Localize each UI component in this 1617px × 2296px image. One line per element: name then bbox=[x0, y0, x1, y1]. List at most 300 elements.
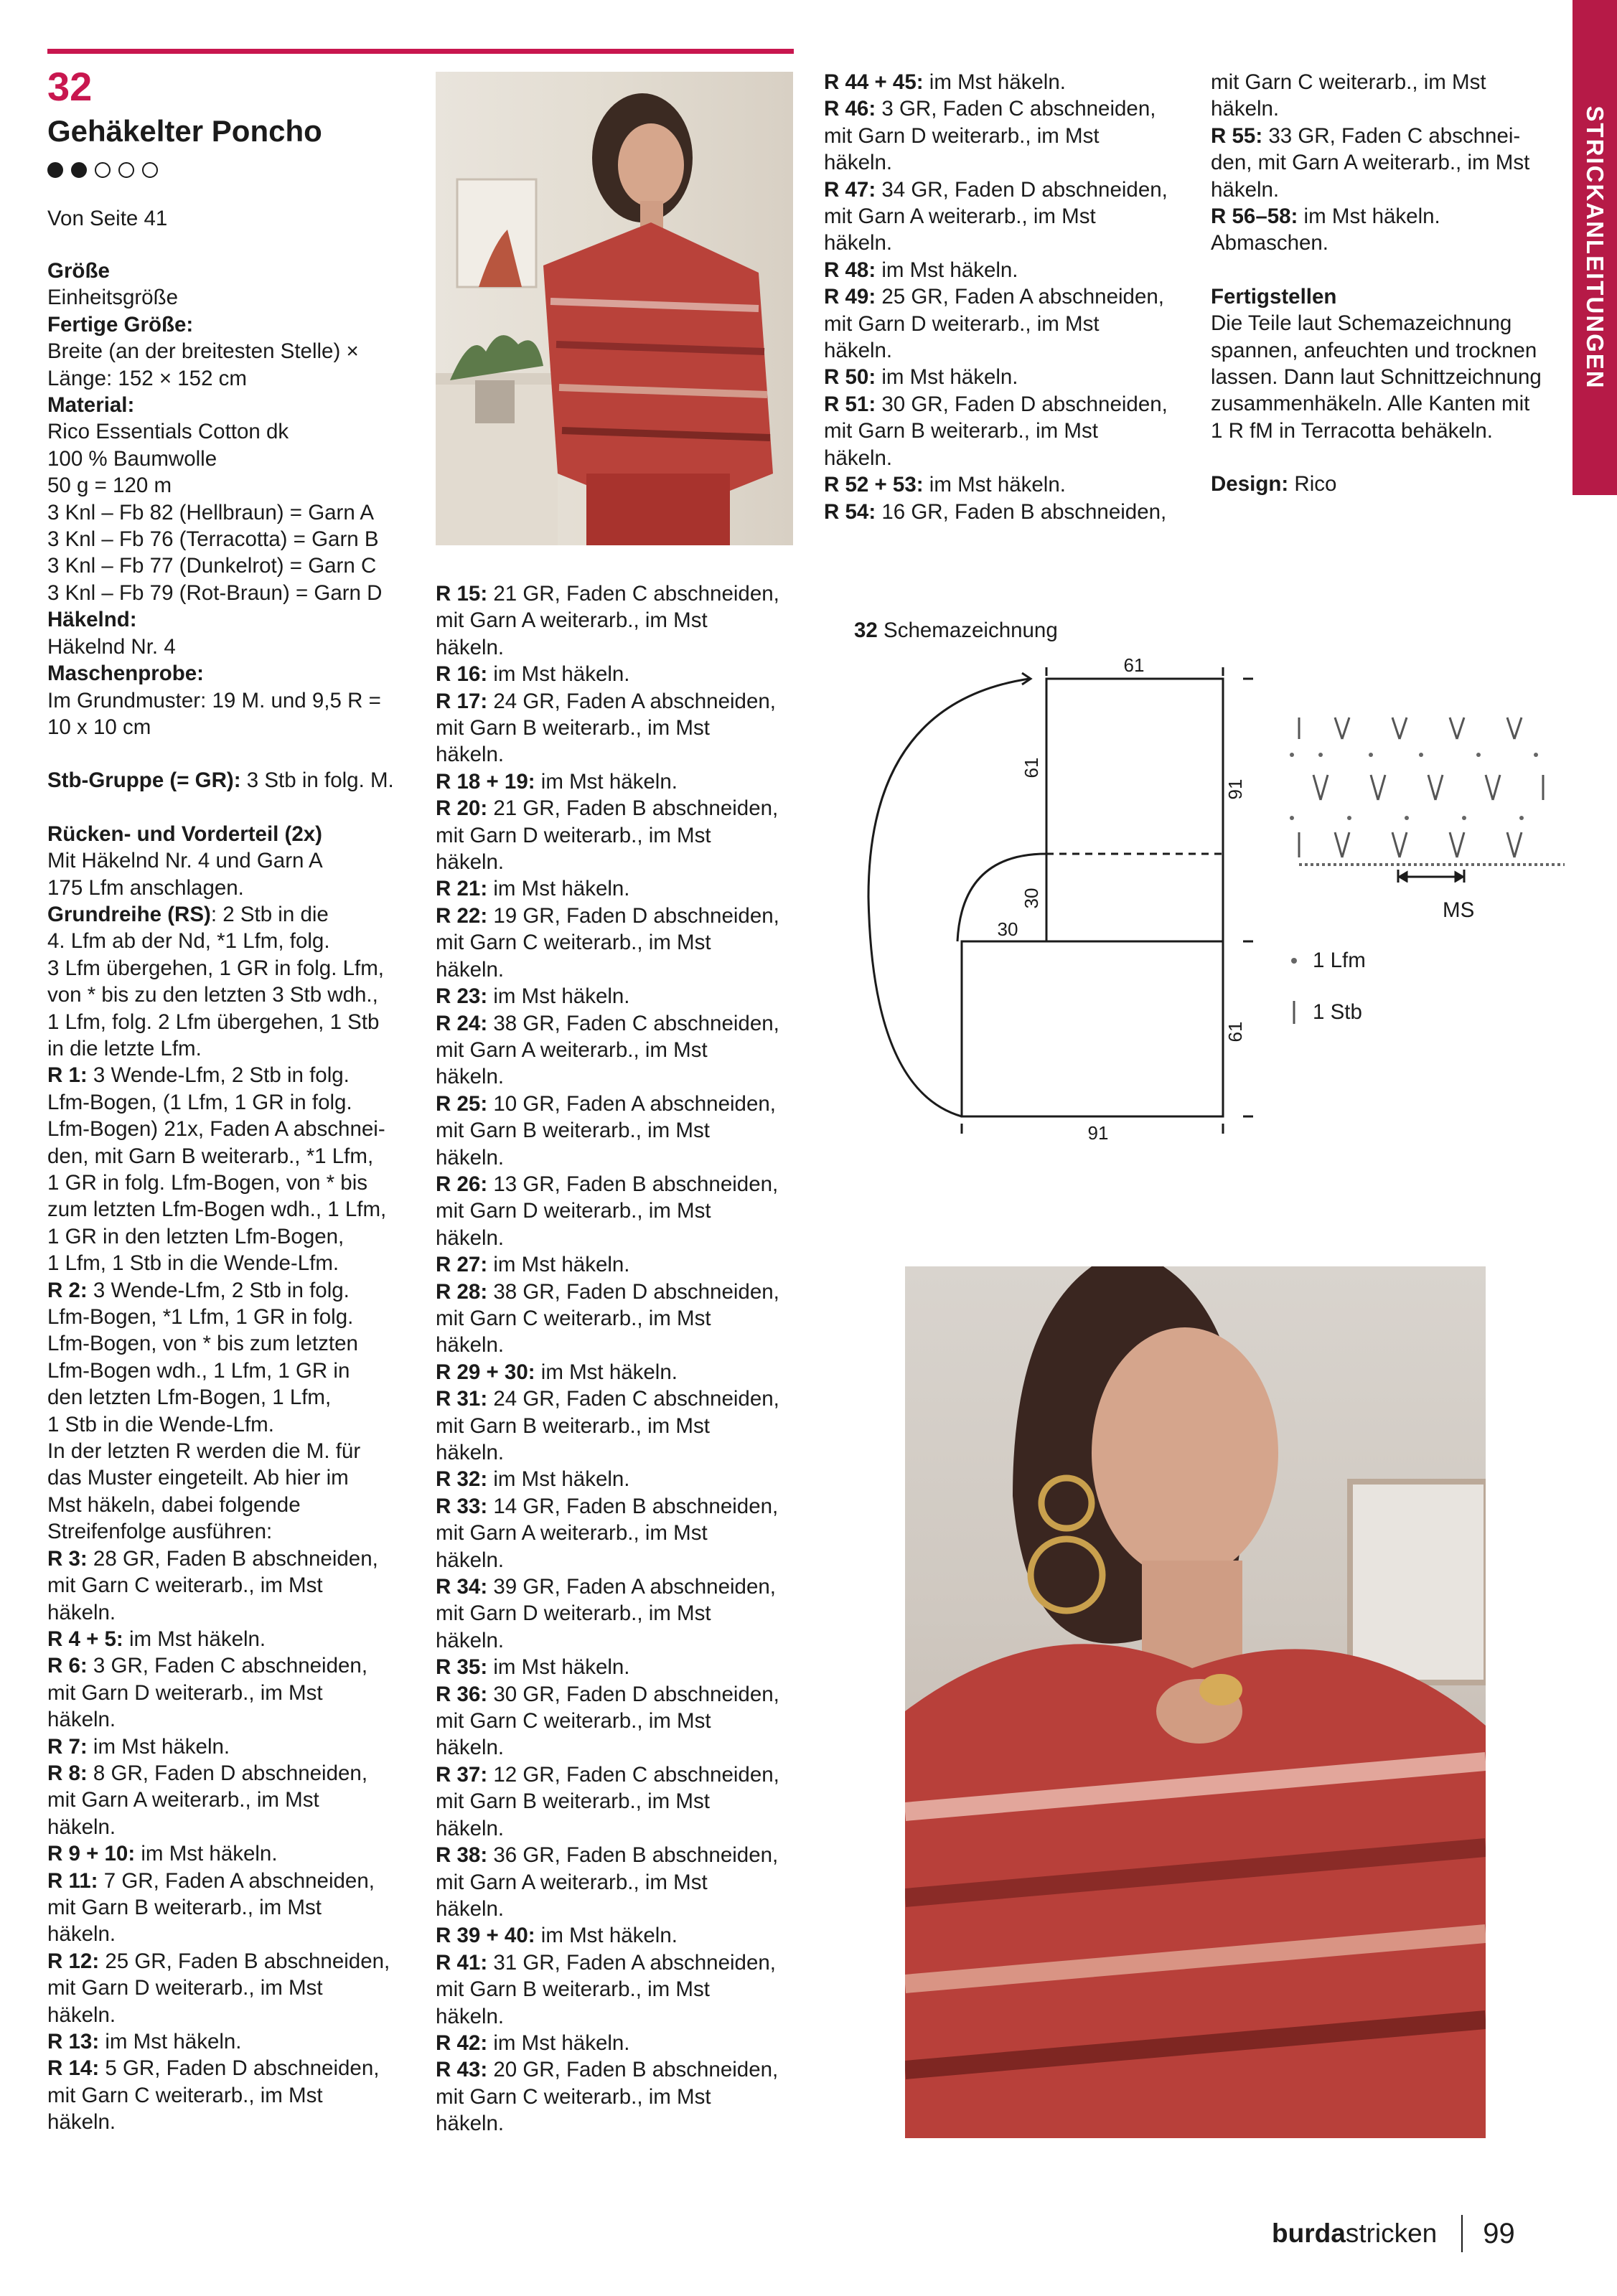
row-label: R 34: bbox=[436, 1575, 488, 1599]
difficulty-dot-empty bbox=[142, 162, 158, 178]
row-label: R 47: bbox=[824, 177, 876, 202]
instruction-line: mit Garn B weiterarb., im Mst bbox=[436, 1119, 710, 1143]
row-label: R 29 + 30: bbox=[436, 1360, 535, 1384]
instruction-line: das Muster eingeteilt. Ab hier im bbox=[47, 1466, 349, 1490]
row-text: im Mst häkeln. bbox=[99, 2030, 242, 2053]
row-instruction bbox=[436, 1010, 809, 1037]
instruction-line: häkeln. bbox=[47, 1708, 116, 1732]
row-label: R 13: bbox=[47, 2030, 100, 2053]
instruction-line: häkeln. bbox=[824, 446, 893, 470]
schema-lower-rect bbox=[962, 941, 1223, 1116]
row-text: 19 GR, Faden D abschneiden, bbox=[487, 903, 779, 928]
row-instruction bbox=[436, 1493, 809, 1520]
row-label: R 32: bbox=[436, 1467, 488, 1492]
schema-label-right-lower: 61 bbox=[1224, 1021, 1246, 1043]
schema-outer-curve bbox=[868, 679, 1029, 1116]
schema-diagram bbox=[861, 646, 1263, 1148]
row-instruction bbox=[47, 1545, 421, 1572]
row-instruction bbox=[47, 1760, 421, 1787]
row-instruction bbox=[436, 903, 809, 929]
row-text: 25 GR, Faden B abschneiden, bbox=[99, 1949, 390, 1973]
schema-label-left-upper: 61 bbox=[1021, 757, 1042, 778]
row-text: 31 GR, Faden A abschneiden, bbox=[487, 1950, 776, 1975]
instruction-line: den, mit Garn A weiterarb., im Mst bbox=[1211, 151, 1530, 175]
row-text: im Mst häkeln. bbox=[487, 2031, 630, 2055]
row-instruction bbox=[436, 1091, 809, 1117]
row-label: R 26: bbox=[436, 1172, 488, 1196]
row-label: R 42: bbox=[436, 2031, 488, 2055]
instruction-line: zum letzten Lfm-Bogen wdh., 1 Lfm, bbox=[47, 1198, 387, 1222]
row-label: R 3: bbox=[47, 1546, 88, 1571]
row-text: 3 GR, Faden C abschneiden, bbox=[876, 97, 1156, 121]
hook-heading: Häkelnd: bbox=[47, 608, 137, 632]
row-text: im Mst häkeln. bbox=[487, 1253, 630, 1277]
instruction-line: häkeln. bbox=[436, 1736, 505, 1760]
material-line: 3 Knl – Fb 79 (Rot-Braun) = Garn D bbox=[47, 580, 383, 605]
schema-upper-rect bbox=[1046, 679, 1223, 941]
row-text: 3 GR, Faden C abschneiden, bbox=[87, 1654, 368, 1678]
material-line: 3 Knl – Fb 82 (Hellbraun) = Garn A bbox=[47, 500, 375, 524]
row-instruction bbox=[47, 1868, 421, 1894]
row-text: 10 GR, Faden A abschneiden, bbox=[487, 1091, 776, 1116]
instruction-line: lassen. Dann laut Schnittzeichnung bbox=[1211, 365, 1542, 390]
row-text: im Mst häkeln. bbox=[487, 877, 630, 901]
row-text: im Mst häkeln. bbox=[535, 1360, 678, 1384]
instruction-line: Lfm-Bogen, (1 Lfm, 1 GR in folg. bbox=[47, 1090, 352, 1114]
row-label: R 22: bbox=[436, 903, 488, 928]
row-text: im Mst häkeln. bbox=[123, 1627, 266, 1651]
instruction-line: häkeln. bbox=[436, 1548, 505, 1572]
instruction-line: häkeln. bbox=[1211, 97, 1280, 121]
instruction-line: häkeln. bbox=[436, 1441, 505, 1464]
row-instruction bbox=[47, 1948, 421, 1975]
row-instruction bbox=[47, 1652, 421, 1679]
row-text: im Mst häkeln. bbox=[487, 1467, 630, 1492]
row-instruction bbox=[436, 875, 809, 902]
row-instruction bbox=[824, 69, 1197, 95]
instruction-line: häkeln. bbox=[436, 1065, 505, 1089]
stitch-row-3 bbox=[1299, 832, 1522, 857]
row-text: im Mst häkeln. bbox=[876, 365, 1018, 390]
row-label: R 24: bbox=[436, 1011, 488, 1035]
row-text: 8 GR, Faden D abschneiden, bbox=[87, 1761, 368, 1785]
row-instruction bbox=[436, 1949, 809, 1976]
row-label: R 44 + 45: bbox=[824, 70, 924, 94]
row-text: im Mst häkeln. bbox=[87, 1734, 230, 1759]
row-text: 28 GR, Faden B abschneiden, bbox=[87, 1546, 378, 1571]
material-line: 3 Knl – Fb 76 (Terracotta) = Garn B bbox=[47, 527, 379, 552]
row-label: R 43: bbox=[436, 2058, 488, 2082]
row-text: 14 GR, Faden B abschneiden, bbox=[487, 1494, 779, 1518]
poncho-photo-illustration bbox=[436, 72, 793, 545]
row-label: R 36: bbox=[436, 1682, 488, 1706]
row-instruction bbox=[824, 283, 1197, 310]
row-text: im Mst häkeln. bbox=[535, 769, 678, 794]
row-label: R 33: bbox=[436, 1494, 488, 1518]
instruction-line: mit Garn C weiterarb., im Mst bbox=[436, 2084, 711, 2109]
instruction-line: 1 GR in den letzten Lfm-Bogen, bbox=[47, 1224, 345, 1248]
instruction-line: mit Garn D weiterarb., im Mst bbox=[436, 823, 711, 847]
schema-label-inner-horizontal: 30 bbox=[997, 918, 1018, 940]
instruction-line: 1 R fM in Terracotta behäkeln. bbox=[1211, 418, 1493, 443]
row-instruction bbox=[436, 1171, 809, 1198]
row-instruction bbox=[824, 391, 1197, 418]
page-number: 99 bbox=[1483, 2218, 1515, 2249]
row-label: R 20: bbox=[436, 796, 488, 821]
instruction-line: Mit Häkelnd Nr. 4 und Garn A bbox=[47, 849, 323, 873]
schema-number: 32 bbox=[854, 618, 878, 642]
finished-size-line: Länge: 152 × 152 cm bbox=[47, 366, 248, 390]
row-text: 24 GR, Faden A abschneiden, bbox=[487, 689, 776, 713]
instruction-line: mit Garn D weiterarb., im Mst bbox=[436, 1199, 711, 1223]
row-label: R 46: bbox=[824, 97, 876, 121]
legend-stb-label: 1 Stb bbox=[1313, 1000, 1362, 1024]
row-label: R 11: bbox=[47, 1868, 98, 1893]
row-label: R 41: bbox=[436, 1950, 488, 1975]
instruction-line: häkeln. bbox=[824, 151, 893, 175]
instruction-line: mit Garn A weiterarb., im Mst bbox=[436, 1521, 708, 1545]
row-instruction bbox=[436, 1761, 809, 1788]
poncho-closeup-photo bbox=[905, 1266, 1486, 2138]
section-tab bbox=[1573, 0, 1617, 495]
hook-value: Häkelnd Nr. 4 bbox=[47, 634, 176, 659]
instruction-line: Lfm-Bogen wdh., 1 Lfm, 1 GR in bbox=[47, 1358, 350, 1383]
size-heading: Größe bbox=[47, 259, 110, 283]
pattern-title: Gehäkelter Poncho bbox=[47, 114, 322, 148]
row-instruction bbox=[436, 1681, 809, 1708]
instruction-line: häkeln. bbox=[47, 2003, 116, 2027]
page-footer bbox=[1272, 2215, 1515, 2252]
instruction-line: häkeln. bbox=[436, 957, 505, 982]
column-3 bbox=[824, 69, 1197, 525]
design-heading: Design: bbox=[1211, 472, 1289, 497]
instruction-line: 1 Lfm, 1 Stb in die Wende-Lfm. bbox=[47, 1251, 339, 1276]
row-text: 21 GR, Faden C abschneiden, bbox=[487, 582, 779, 606]
row-text: im Mst häkeln. bbox=[487, 1655, 630, 1680]
stitch-chart bbox=[1278, 710, 1579, 883]
row-text: 16 GR, Faden B abschneiden, bbox=[876, 499, 1167, 524]
finished-size-line: Breite (an der breitesten Stelle) × bbox=[47, 339, 359, 364]
row-text: im Mst häkeln. bbox=[135, 1842, 278, 1866]
stitch-row-2 bbox=[1313, 775, 1543, 800]
column-2 bbox=[436, 580, 809, 2137]
gauge-heading: Maschenprobe: bbox=[47, 662, 205, 686]
instruction-line: häkeln. bbox=[436, 1816, 505, 1840]
instruction-line: häkeln. bbox=[1211, 177, 1280, 202]
instruction-line: von * bis zu den letzten 3 Stb wdh., bbox=[47, 983, 378, 1007]
finished-size-heading: Fertige Größe: bbox=[47, 312, 194, 337]
instruction-line: häkeln. bbox=[436, 635, 505, 659]
instruction-line: häkeln. bbox=[824, 231, 893, 255]
instruction-line: mit Garn C weiterarb., im Mst bbox=[47, 1573, 323, 1598]
design-value: Rico bbox=[1288, 472, 1337, 497]
instruction-line: mit Garn B weiterarb., im Mst bbox=[436, 1789, 710, 1814]
row-instruction bbox=[47, 1626, 421, 1652]
ms-label: MS bbox=[1443, 898, 1475, 922]
instruction-line: häkeln. bbox=[436, 1145, 505, 1170]
row-text: im Mst häkeln. bbox=[487, 662, 630, 687]
material-line: 3 Knl – Fb 77 (Dunkelrot) = Garn C bbox=[47, 554, 377, 578]
row-label: R 56–58: bbox=[1211, 204, 1298, 229]
row-instruction bbox=[436, 1654, 809, 1680]
gauge-line: 10 x 10 cm bbox=[47, 715, 151, 739]
instruction-line: 1 Stb in die Wende-Lfm. bbox=[47, 1412, 274, 1436]
row-label: R 12: bbox=[47, 1949, 100, 1973]
row-text: 30 GR, Faden D abschneiden, bbox=[487, 1682, 779, 1706]
row-instruction bbox=[436, 795, 809, 822]
row-text: 5 GR, Faden D abschneiden, bbox=[99, 2056, 380, 2081]
brand-rest: stricken bbox=[1345, 2219, 1438, 2248]
instruction-line: mit Garn D weiterarb., im Mst bbox=[47, 1680, 323, 1705]
row-text: 7 GR, Faden A abschneiden, bbox=[98, 1868, 375, 1893]
row-label: R 51: bbox=[824, 392, 876, 416]
schema-label-bottom: 91 bbox=[1087, 1122, 1109, 1144]
size-value: Einheitsgröße bbox=[47, 286, 179, 310]
row-text: im Mst häkeln. bbox=[923, 473, 1066, 497]
instruction-line: häkeln. bbox=[436, 2004, 505, 2028]
instruction-line: häkeln. bbox=[436, 1896, 505, 1921]
row-label: R 25: bbox=[436, 1091, 488, 1116]
row-instruction bbox=[47, 1733, 421, 1760]
row-label: R 14: bbox=[47, 2056, 100, 2081]
row-list bbox=[436, 580, 809, 2137]
legend-chain bbox=[1288, 947, 1366, 974]
row-instruction bbox=[824, 177, 1197, 203]
row-instruction bbox=[47, 1840, 421, 1867]
row-text: im Mst häkeln. bbox=[535, 1924, 678, 1948]
footer-divider bbox=[1461, 2215, 1463, 2252]
column-4 bbox=[1211, 69, 1584, 498]
instruction-line: in die letzte Lfm. bbox=[47, 1036, 202, 1060]
row-text: 38 GR, Faden D abschneiden, bbox=[487, 1279, 779, 1304]
row-label: R 27: bbox=[436, 1253, 488, 1277]
difficulty-rating bbox=[47, 162, 158, 178]
row-label: R 16: bbox=[436, 662, 488, 687]
instruction-line: Die Teile laut Schemazeichnung bbox=[1211, 311, 1512, 336]
row-label: R 35: bbox=[436, 1655, 488, 1680]
row-label: R 37: bbox=[436, 1762, 488, 1787]
row-text: 12 GR, Faden C abschneiden, bbox=[487, 1762, 779, 1787]
row-instruction bbox=[436, 1279, 809, 1305]
row-instruction bbox=[436, 1385, 809, 1412]
row-text: 39 GR, Faden A abschneiden, bbox=[487, 1575, 776, 1599]
row-label: R 9 + 10: bbox=[47, 1842, 136, 1866]
row-instruction bbox=[436, 1466, 809, 1492]
instruction-line: 1 GR in folg. Lfm-Bogen, von * bis bbox=[47, 1171, 368, 1195]
instruction-line: mit Garn A weiterarb., im Mst bbox=[47, 1788, 319, 1812]
finishing-heading: Fertigstellen bbox=[1211, 284, 1337, 309]
row-text: 21 GR, Faden B abschneiden, bbox=[487, 796, 779, 821]
instruction-line: mit Garn A weiterarb., im Mst bbox=[824, 204, 1096, 229]
back-front-heading: Rücken- und Vorderteil (2x) bbox=[47, 822, 323, 846]
row-label: R 31: bbox=[436, 1387, 488, 1411]
row-text: 36 GR, Faden B abschneiden, bbox=[487, 1843, 779, 1868]
row-label: R 15: bbox=[436, 582, 488, 606]
row-list bbox=[47, 1545, 421, 2136]
instruction-line: den, mit Garn B weiterarb., *1 Lfm, bbox=[47, 1144, 374, 1168]
row-text: im Mst häkeln. bbox=[876, 258, 1018, 282]
material-line: 100 % Baumwolle bbox=[47, 446, 217, 471]
instruction-line: häkeln. bbox=[436, 1333, 505, 1358]
row-text: 3 Wende-Lfm, 2 Stb in folg. bbox=[87, 1278, 350, 1302]
instruction-line: Abmaschen. bbox=[1211, 231, 1328, 255]
row-label: R 38: bbox=[436, 1843, 488, 1868]
instruction-line: mit Garn C weiterarb., im Mst bbox=[436, 1306, 711, 1330]
row-instruction bbox=[47, 2055, 421, 2081]
material-line: 50 g = 120 m bbox=[47, 474, 172, 498]
row-label: R 7: bbox=[47, 1734, 88, 1759]
instruction-line: Streifenfolge ausführen: bbox=[47, 1520, 273, 1544]
closeup-photo-illustration bbox=[905, 1266, 1486, 2138]
instruction-line: 4. Lfm ab der Nd, *1 Lfm, folg. bbox=[47, 929, 330, 954]
instruction-line: häkeln. bbox=[47, 1600, 116, 1624]
row-text: im Mst häkeln. bbox=[1298, 204, 1440, 229]
row-instruction bbox=[436, 1359, 809, 1385]
instruction-line: häkeln. bbox=[824, 339, 893, 363]
row-label: R 39 + 40: bbox=[436, 1924, 535, 1948]
ms-arrow bbox=[1398, 870, 1464, 883]
row-label: R 18 + 19: bbox=[436, 769, 535, 794]
instruction-line: Lfm-Bogen) 21x, Faden A abschnei- bbox=[47, 1117, 385, 1142]
pattern-number: 32 bbox=[47, 64, 93, 109]
from-page: Von Seite 41 bbox=[47, 207, 168, 230]
instruction-line: mit Garn C weiterarb., im Mst bbox=[1211, 70, 1486, 94]
row-text: im Mst häkeln. bbox=[487, 984, 630, 1009]
row-instruction bbox=[436, 1842, 809, 1868]
row-label: R 54: bbox=[824, 499, 876, 524]
row-label: R 4 + 5: bbox=[47, 1627, 123, 1651]
row-instruction bbox=[824, 257, 1197, 283]
instruction-line: häkeln. bbox=[436, 1225, 505, 1250]
instruction-line: Lfm-Bogen, von * bis zum letzten bbox=[47, 1332, 358, 1356]
row-label: R 49: bbox=[824, 285, 876, 309]
row-instruction bbox=[436, 661, 809, 687]
instruction-line: mit Garn B weiterarb., im Mst bbox=[436, 1413, 710, 1438]
stb-group-heading: Stb-Gruppe (= GR): bbox=[47, 768, 241, 793]
row-text: 38 GR, Faden C abschneiden, bbox=[487, 1011, 779, 1035]
row-label: R 23: bbox=[436, 984, 488, 1009]
row-text: 25 GR, Faden A abschneiden, bbox=[876, 285, 1164, 309]
instruction-line: mit Garn A weiterarb., im Mst bbox=[436, 608, 708, 633]
row-label: R 50: bbox=[824, 365, 876, 390]
instruction-line: spannen, anfeuchten und trocknen bbox=[1211, 338, 1537, 362]
instruction-line: häkeln. bbox=[436, 850, 505, 875]
row-label: R 17: bbox=[436, 689, 488, 713]
instruction-line: 1 Lfm, folg. 2 Lfm übergehen, 1 Stb bbox=[47, 1010, 380, 1034]
instruction-line: häkeln. bbox=[47, 2110, 116, 2135]
instruction-line: häkeln. bbox=[47, 1922, 116, 1947]
difficulty-dot-filled bbox=[71, 162, 87, 178]
row-label: R 55: bbox=[1211, 123, 1263, 148]
instruction-line: In der letzten R werden die M. für bbox=[47, 1439, 361, 1464]
instruction-line: häkeln. bbox=[436, 1628, 505, 1652]
row-instruction bbox=[47, 2028, 421, 2055]
schema-title bbox=[854, 617, 1058, 644]
instruction-line: häkeln. bbox=[436, 743, 505, 767]
row-instruction bbox=[824, 364, 1197, 390]
double-crochet-symbol-icon bbox=[1288, 999, 1300, 1025]
row-text: 30 GR, Faden D abschneiden, bbox=[876, 392, 1168, 416]
instruction-line: mit Garn B weiterarb., im Mst bbox=[436, 1977, 710, 2002]
top-accent-bar bbox=[47, 49, 794, 54]
stb-group-text: 3 Stb in folg. M. bbox=[240, 768, 394, 793]
instruction-line: mit Garn D weiterarb., im Mst bbox=[47, 1976, 323, 2000]
material-line: Rico Essentials Cotton dk bbox=[47, 420, 289, 444]
legend-stb bbox=[1288, 999, 1362, 1025]
difficulty-dot-empty bbox=[95, 162, 111, 178]
schema-label-right-upper: 91 bbox=[1224, 778, 1246, 800]
row-instruction bbox=[436, 983, 809, 1010]
row-text: 13 GR, Faden B abschneiden, bbox=[487, 1172, 779, 1196]
material-heading: Material: bbox=[47, 393, 135, 418]
row-label: R 52 + 53: bbox=[824, 473, 924, 497]
row-label: R 1: bbox=[47, 1063, 88, 1088]
row-label: R 2: bbox=[47, 1278, 88, 1302]
instruction-line: Lfm-Bogen, *1 Lfm, 1 GR in folg. bbox=[47, 1305, 354, 1330]
row-text: 20 GR, Faden B abschneiden, bbox=[487, 2058, 779, 2082]
instruction-line: zusammenhäkeln. Alle Kanten mit bbox=[1211, 392, 1530, 416]
schema-title-text: Schemazeichnung bbox=[877, 618, 1058, 642]
row-label: R 21: bbox=[436, 877, 488, 901]
row-instruction bbox=[436, 2030, 809, 2056]
instruction-line: den letzten Lfm-Bogen, 1 Lfm, bbox=[47, 1385, 332, 1410]
row-label: R 28: bbox=[436, 1279, 488, 1304]
instruction-line: mit Garn A weiterarb., im Mst bbox=[436, 1038, 708, 1062]
schema-label-top: 61 bbox=[1123, 654, 1145, 676]
difficulty-dot-empty bbox=[118, 162, 134, 178]
row-instruction bbox=[436, 768, 809, 795]
instruction-line: mit Garn D weiterarb., im Mst bbox=[824, 123, 1100, 148]
row-list bbox=[824, 69, 1197, 525]
column-1 bbox=[47, 258, 421, 2136]
base-row-text: : 2 Stb in die bbox=[210, 902, 329, 926]
row-instruction bbox=[436, 688, 809, 715]
row-text: 33 GR, Faden C abschnei- bbox=[1262, 123, 1521, 148]
row-label: R 48: bbox=[824, 258, 876, 282]
row-instruction bbox=[824, 471, 1197, 498]
row-instruction bbox=[436, 1573, 809, 1600]
row-label: R 6: bbox=[47, 1654, 88, 1678]
instruction-line: 175 Lfm anschlagen. bbox=[47, 875, 244, 900]
instruction-line: häkeln. bbox=[47, 1815, 116, 1839]
instruction-line: mit Garn C weiterarb., im Mst bbox=[436, 1709, 711, 1733]
instruction-line: mit Garn B weiterarb., im Mst bbox=[47, 1895, 322, 1919]
row-instruction bbox=[436, 2056, 809, 2083]
instruction-line: mit Garn C weiterarb., im Mst bbox=[47, 2083, 323, 2107]
row-text: im Mst häkeln. bbox=[923, 70, 1066, 94]
instruction-line: Mst häkeln, dabei folgende bbox=[47, 1492, 301, 1517]
row-instruction bbox=[436, 1922, 809, 1949]
row-instruction bbox=[436, 1251, 809, 1278]
schema-label-inner-vertical: 30 bbox=[1021, 888, 1042, 909]
instruction-line: 3 Lfm übergehen, 1 GR in folg. Lfm, bbox=[47, 956, 384, 980]
gauge-line: Im Grundmuster: 19 M. und 9,5 R = bbox=[47, 688, 381, 712]
row-text: 3 Wende-Lfm, 2 Stb in folg. bbox=[87, 1063, 350, 1088]
row-instruction bbox=[824, 499, 1197, 525]
instruction-line: mit Garn B weiterarb., im Mst bbox=[436, 716, 710, 740]
row-text: 34 GR, Faden D abschneiden, bbox=[876, 177, 1168, 202]
instruction-line: mit Garn C weiterarb., im Mst bbox=[436, 931, 711, 955]
row-text: 24 GR, Faden C abschneiden, bbox=[487, 1387, 779, 1411]
difficulty-dot-filled bbox=[47, 162, 63, 178]
row-instruction bbox=[824, 95, 1197, 122]
instruction-line: mit Garn D weiterarb., im Mst bbox=[824, 311, 1100, 336]
stitch-row-1 bbox=[1299, 718, 1522, 739]
instruction-line: mit Garn A weiterarb., im Mst bbox=[436, 1870, 708, 1894]
section-tab-label: STRICKANLEITUNGEN bbox=[1582, 105, 1608, 390]
instruction-line: häkeln. bbox=[436, 2112, 505, 2136]
instruction-line: mit Garn B weiterarb., im Mst bbox=[824, 419, 1098, 443]
